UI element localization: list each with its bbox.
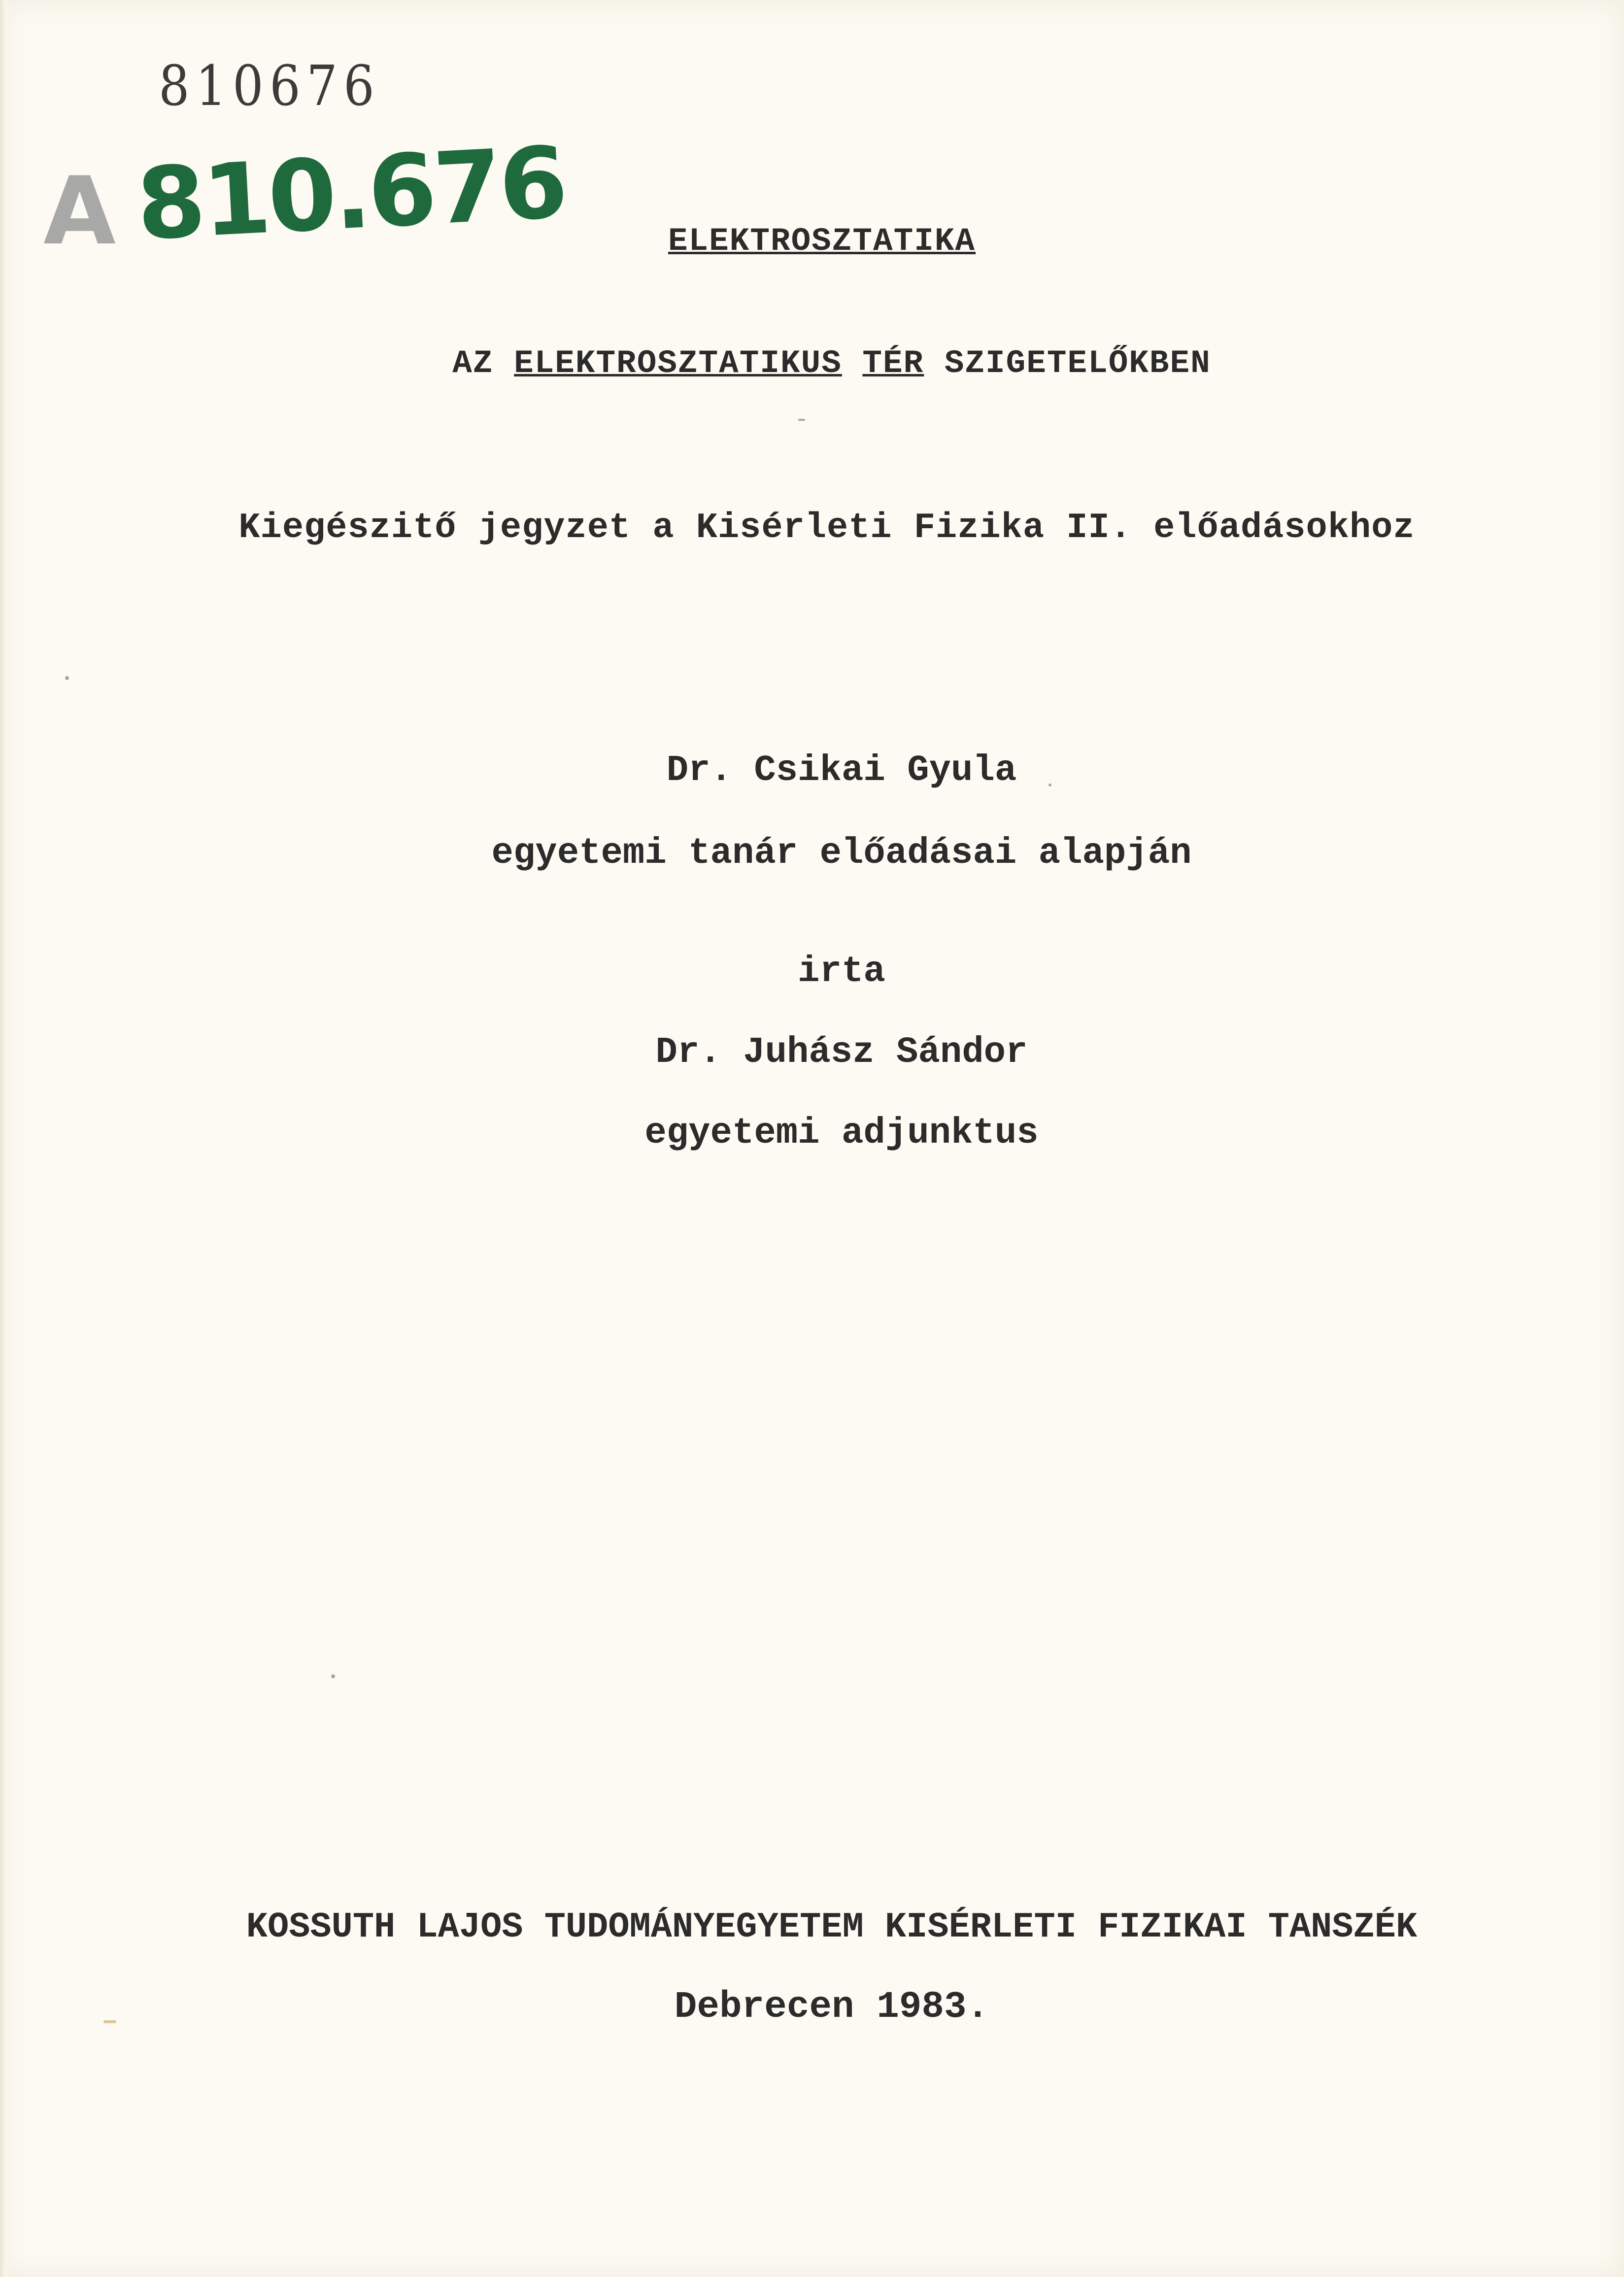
author-title: egyetemi adjunktus [644, 1113, 1039, 1154]
scan-speck [1049, 783, 1051, 786]
catalog-number-stamp: 810676 [159, 54, 381, 118]
scan-speck [103, 2020, 116, 2023]
author-name: Dr. Juhász Sándor [655, 1032, 1028, 1073]
place-and-year: Debrecen 1983. [674, 1986, 989, 2028]
subtitle-word-2: ELEKTROSZTATIKUS [514, 345, 842, 382]
scan-speck [331, 1674, 335, 1678]
subtitle-word-3: TÉR [862, 345, 924, 382]
document-description: Kiegészitő jegyzet a Kisérleti Fizika II. előadásokhoz [238, 508, 1415, 548]
lecturer-note: egyetemi tanár előadásai alapján [491, 833, 1192, 874]
written-by-label: irta [798, 951, 885, 992]
document-subtitle [0, 345, 1624, 382]
institution-name: KOSSUTH LAJOS TUDOMÁNYEGYETEM KISÉRLETI FIZIKAI TANSZÉK [246, 1907, 1418, 1947]
handwritten-prefix: A [43, 157, 116, 266]
subtitle-word-4: SZIGETELŐKBEN [944, 345, 1211, 382]
handwritten-catalog-number: 810.676 [134, 125, 568, 263]
scan-speck [798, 419, 805, 421]
lecturer-name: Dr. Csikai Gyula [666, 750, 1017, 791]
scan-speck [65, 676, 69, 680]
document-title: ELEKTROSZTATIKA [668, 223, 976, 260]
subtitle-word-1: AZ [452, 345, 494, 382]
